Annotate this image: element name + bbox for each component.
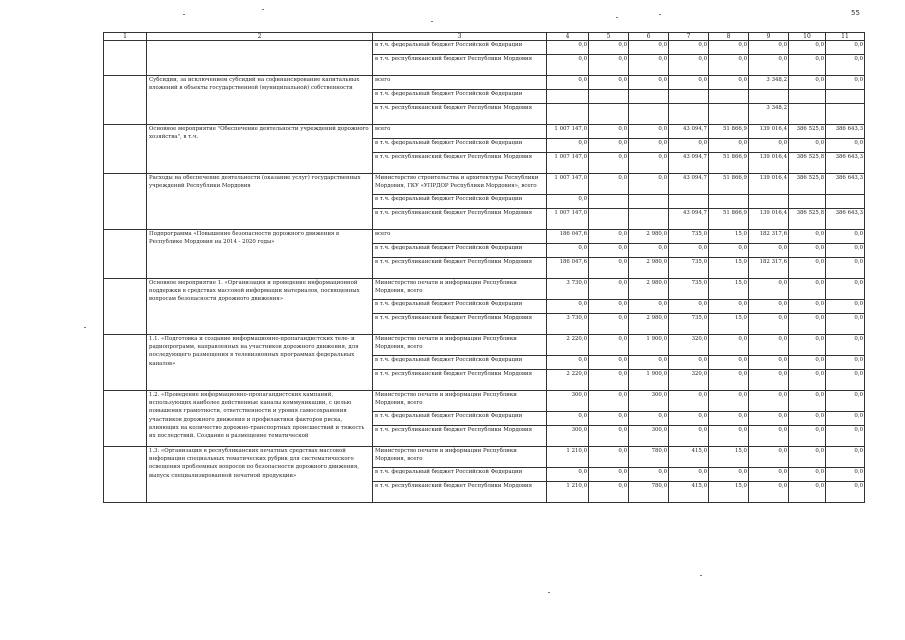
funding-source-cell: в т.ч. федеральный бюджет Российской Федерации [373, 41, 547, 55]
value-cell: 386 643,3 [826, 174, 865, 195]
column-number-cell: 6 [629, 33, 669, 41]
value-cell: 320,0 [669, 370, 709, 391]
funding-source-cell: в т.ч. республиканский бюджет Республики Мордовия [373, 370, 547, 391]
value-cell: 15,0 [709, 279, 749, 300]
funding-source-cell: в т.ч. республиканский бюджет Республики Мордовия [373, 314, 547, 335]
value-cell: 0,0 [589, 125, 629, 139]
value-cell [669, 195, 709, 209]
value-cell: 0,0 [749, 300, 789, 314]
value-cell: 139 016,4 [749, 174, 789, 195]
value-cell: 0,0 [547, 76, 589, 90]
column-number-cell: 4 [547, 33, 589, 41]
row-index-cell [104, 279, 147, 335]
value-cell: 0,0 [789, 412, 826, 426]
value-cell: 0,0 [749, 412, 789, 426]
value-cell: 0,0 [709, 139, 749, 153]
value-cell: 139 016,4 [749, 125, 789, 139]
value-cell: 0,0 [826, 468, 865, 482]
value-cell [789, 90, 826, 104]
value-cell: 0,0 [749, 314, 789, 335]
value-cell: 300,0 [547, 426, 589, 447]
row-name-cell: 1.2. «Проведение информационно-пропагандистских кампаний, использующих наиболее действенные каналы коммуникации, с целью повышения грамотности, ответственности и уровня самосохранения участников дорожного движения и профилактики факторов риска, влияющих на количество дорожно-транспортных происшествий и тяжесть их последствий. Создание и размещение тематической [147, 391, 373, 447]
value-cell: 0,0 [826, 258, 865, 279]
value-cell: 0,0 [749, 244, 789, 258]
value-cell: 386 525,8 [789, 125, 826, 139]
value-cell [749, 90, 789, 104]
value-cell: 139 016,4 [749, 209, 789, 230]
value-cell: 182 317,6 [749, 230, 789, 244]
value-cell: 0,0 [826, 335, 865, 356]
value-cell: 780,0 [629, 482, 669, 503]
scan-speck [84, 327, 86, 328]
value-cell: 51 866,9 [709, 174, 749, 195]
value-cell: 0,0 [789, 76, 826, 90]
value-cell: 0,0 [669, 300, 709, 314]
row-name-cell: Расходы на обеспечение деятельности (оказание услуг) государственных учреждений Республики Мордовия [147, 174, 373, 230]
value-cell: 0,0 [789, 426, 826, 447]
row-index-cell [104, 41, 147, 76]
value-cell: 300,0 [547, 391, 589, 412]
value-cell: 0,0 [547, 195, 589, 209]
row-index-cell [104, 391, 147, 447]
value-cell [589, 104, 629, 125]
value-cell: 0,0 [589, 314, 629, 335]
value-cell: 1 007 147,0 [547, 125, 589, 139]
value-cell: 0,0 [589, 258, 629, 279]
value-cell: 1 210,0 [547, 447, 589, 468]
value-cell [709, 90, 749, 104]
value-cell: 0,0 [589, 230, 629, 244]
value-cell: 0,0 [826, 314, 865, 335]
funding-source-cell: в т.ч. федеральный бюджет Российской Федерации [373, 244, 547, 258]
value-cell: 186 047,6 [547, 258, 589, 279]
value-cell: 0,0 [547, 412, 589, 426]
value-cell [749, 195, 789, 209]
value-cell: 0,0 [789, 335, 826, 356]
value-cell: 0,0 [749, 139, 789, 153]
value-cell: 3 730,0 [547, 279, 589, 300]
value-cell: 51 866,9 [709, 125, 749, 139]
scan-speck [548, 592, 550, 593]
value-cell: 0,0 [669, 468, 709, 482]
value-cell: 0,0 [589, 55, 629, 76]
value-cell: 0,0 [749, 447, 789, 468]
value-cell: 1 900,0 [629, 335, 669, 356]
value-cell: 0,0 [709, 468, 749, 482]
column-number-cell: 1 [104, 33, 147, 41]
value-cell [629, 90, 669, 104]
value-cell: 0,0 [709, 55, 749, 76]
value-cell: 0,0 [789, 300, 826, 314]
value-cell: 0,0 [669, 76, 709, 90]
scan-speck [183, 14, 185, 15]
value-cell: 386 643,3 [826, 125, 865, 139]
value-cell: 0,0 [589, 174, 629, 195]
value-cell: 43 094,7 [669, 125, 709, 139]
value-cell: 0,0 [547, 41, 589, 55]
value-cell: 0,0 [669, 244, 709, 258]
funding-source-cell: Министерство печати и информации Республики Мордовия, всего [373, 447, 547, 468]
value-cell: 0,0 [547, 356, 589, 370]
funding-source-cell: в т.ч. федеральный бюджет Российской Федерации [373, 356, 547, 370]
value-cell: 0,0 [589, 412, 629, 426]
column-number-cell: 11 [826, 33, 865, 41]
value-cell: 735,0 [669, 314, 709, 335]
value-cell: 0,0 [709, 391, 749, 412]
value-cell [589, 90, 629, 104]
scan-speck [659, 14, 661, 15]
value-cell: 2 980,0 [629, 230, 669, 244]
funding-source-cell: Министерство печати и информации Республики Мордовия, всего [373, 279, 547, 300]
value-cell [709, 195, 749, 209]
value-cell: 0,0 [669, 356, 709, 370]
value-cell: 0,0 [789, 468, 826, 482]
funding-source-cell: в т.ч. федеральный бюджет Российской Федерации [373, 195, 547, 209]
value-cell: 51 866,9 [709, 209, 749, 230]
value-cell: 0,0 [826, 244, 865, 258]
value-cell: 0,0 [547, 468, 589, 482]
value-cell [629, 195, 669, 209]
value-cell: 415,0 [669, 482, 709, 503]
value-cell: 0,0 [629, 300, 669, 314]
funding-source-cell: Министерство строительства и архитектуры Республики Мордовия, ГКУ «УПРДОР Республики Мордовия», всего [373, 174, 547, 195]
value-cell: 0,0 [749, 279, 789, 300]
value-cell: 0,0 [789, 447, 826, 468]
value-cell: 735,0 [669, 279, 709, 300]
value-cell: 0,0 [669, 55, 709, 76]
value-cell: 0,0 [826, 370, 865, 391]
page-number: 55 [851, 9, 860, 17]
table-row [104, 41, 865, 55]
value-cell: 0,0 [629, 244, 669, 258]
value-cell: 0,0 [826, 412, 865, 426]
value-cell: 320,0 [669, 335, 709, 356]
value-cell: 2 220,0 [547, 335, 589, 356]
value-cell: 0,0 [826, 300, 865, 314]
column-number-cell: 10 [789, 33, 826, 41]
value-cell: 0,0 [709, 76, 749, 90]
value-cell: 2 980,0 [629, 314, 669, 335]
value-cell: 0,0 [629, 174, 669, 195]
value-cell: 3 348,2 [749, 76, 789, 90]
value-cell: 0,0 [709, 412, 749, 426]
value-cell: 186 047,6 [547, 230, 589, 244]
value-cell: 0,0 [749, 41, 789, 55]
value-cell: 386 643,3 [826, 153, 865, 174]
value-cell: 780,0 [629, 447, 669, 468]
value-cell: 1 007 147,0 [547, 209, 589, 230]
value-cell: 1 007 147,0 [547, 174, 589, 195]
value-cell: 3 730,0 [547, 314, 589, 335]
value-cell: 0,0 [709, 370, 749, 391]
value-cell: 0,0 [749, 335, 789, 356]
funding-source-cell: в т.ч. федеральный бюджет Российской Федерации [373, 468, 547, 482]
table-row [104, 279, 865, 300]
value-cell: 0,0 [789, 55, 826, 76]
value-cell: 0,0 [589, 468, 629, 482]
value-cell: 182 317,6 [749, 258, 789, 279]
row-name-cell: Подпрограмма «Повышение безопасности дорожного движения в Республике Мордовия на 2014 - 2020 годы» [147, 230, 373, 279]
funding-source-cell: в т.ч. федеральный бюджет Российской Федерации [373, 139, 547, 153]
value-cell [669, 90, 709, 104]
value-cell: 0,0 [629, 356, 669, 370]
value-cell: 0,0 [629, 125, 669, 139]
funding-source-cell: всего [373, 76, 547, 90]
value-cell: 0,0 [789, 356, 826, 370]
value-cell [826, 104, 865, 125]
value-cell [589, 195, 629, 209]
value-cell: 1 900,0 [629, 370, 669, 391]
value-cell: 0,0 [547, 300, 589, 314]
row-index-cell [104, 335, 147, 391]
row-name-cell [147, 41, 373, 76]
value-cell [669, 104, 709, 125]
value-cell: 0,0 [749, 482, 789, 503]
row-index-cell [104, 447, 147, 503]
table-row [104, 174, 865, 195]
value-cell: 0,0 [789, 244, 826, 258]
funding-source-cell: в т.ч. республиканский бюджет Республики Мордовия [373, 482, 547, 503]
row-name-cell: Основное мероприятие "Обеспечение деятельности учреждений дорожного хозяйства", в т.ч. [147, 125, 373, 174]
value-cell: 0,0 [547, 139, 589, 153]
value-cell: 0,0 [826, 447, 865, 468]
value-cell: 0,0 [589, 139, 629, 153]
value-cell: 3 348,2 [749, 104, 789, 125]
value-cell: 0,0 [826, 55, 865, 76]
value-cell: 15,0 [709, 482, 749, 503]
value-cell: 0,0 [629, 76, 669, 90]
value-cell [547, 90, 589, 104]
value-cell: 0,0 [826, 356, 865, 370]
value-cell: 0,0 [669, 41, 709, 55]
value-cell: 0,0 [709, 426, 749, 447]
value-cell: 0,0 [629, 41, 669, 55]
value-cell [789, 104, 826, 125]
value-cell: 0,0 [826, 139, 865, 153]
value-cell: 15,0 [709, 314, 749, 335]
value-cell: 0,0 [589, 76, 629, 90]
value-cell: 735,0 [669, 230, 709, 244]
scan-speck [262, 9, 264, 10]
value-cell [709, 104, 749, 125]
value-cell [547, 104, 589, 125]
value-cell [589, 209, 629, 230]
funding-source-cell: всего [373, 230, 547, 244]
value-cell: 0,0 [749, 468, 789, 482]
table-row [104, 125, 865, 139]
value-cell: 0,0 [629, 468, 669, 482]
row-index-cell [104, 76, 147, 125]
funding-source-cell: всего [373, 125, 547, 139]
value-cell: 0,0 [789, 258, 826, 279]
value-cell: 0,0 [589, 391, 629, 412]
table-row [104, 335, 865, 356]
value-cell: 0,0 [789, 41, 826, 55]
value-cell: 386 525,8 [789, 209, 826, 230]
value-cell: 51 866,9 [709, 153, 749, 174]
value-cell: 300,0 [629, 426, 669, 447]
value-cell: 0,0 [589, 300, 629, 314]
column-number-cell: 2 [147, 33, 373, 41]
column-number-cell: 9 [749, 33, 789, 41]
value-cell: 0,0 [669, 139, 709, 153]
value-cell: 0,0 [669, 412, 709, 426]
column-number-cell: 8 [709, 33, 749, 41]
value-cell [629, 104, 669, 125]
column-number-cell: 5 [589, 33, 629, 41]
value-cell: 2 980,0 [629, 279, 669, 300]
funding-source-cell: в т.ч. республиканский бюджет Республики Мордовия [373, 426, 547, 447]
value-cell: 386 525,8 [789, 153, 826, 174]
funding-source-cell: Министерство печати и информации Республики Мордовия, всего [373, 335, 547, 356]
value-cell: 0,0 [749, 356, 789, 370]
value-cell: 0,0 [826, 482, 865, 503]
value-cell: 2 220,0 [547, 370, 589, 391]
value-cell: 0,0 [789, 230, 826, 244]
value-cell: 0,0 [629, 55, 669, 76]
value-cell: 0,0 [589, 447, 629, 468]
value-cell: 0,0 [749, 370, 789, 391]
scan-speck [431, 21, 433, 22]
value-cell: 0,0 [629, 153, 669, 174]
funding-source-cell: в т.ч. федеральный бюджет Российской Федерации [373, 300, 547, 314]
value-cell: 0,0 [789, 370, 826, 391]
table-row [104, 391, 865, 412]
funding-source-cell: в т.ч. республиканский бюджет Республики Мордовия [373, 258, 547, 279]
budget-table [103, 32, 865, 503]
value-cell: 0,0 [789, 279, 826, 300]
funding-source-cell: в т.ч. республиканский бюджет Республики Мордовия [373, 55, 547, 76]
value-cell: 139 016,4 [749, 153, 789, 174]
value-cell: 0,0 [669, 426, 709, 447]
row-index-cell [104, 125, 147, 174]
value-cell: 0,0 [749, 426, 789, 447]
row-name-cell: 1.1. «Подготовка и создание информационно-пропагандистских теле- и радиопрограмм, направленных на участников дорожного движения, для последующего размещения в телевизионных программах федеральных каналов» [147, 335, 373, 391]
value-cell: 735,0 [669, 258, 709, 279]
value-cell: 0,0 [589, 482, 629, 503]
column-number-cell: 3 [373, 33, 547, 41]
value-cell: 300,0 [629, 391, 669, 412]
value-cell [826, 195, 865, 209]
value-cell: 0,0 [629, 412, 669, 426]
row-index-cell [104, 230, 147, 279]
value-cell: 0,0 [547, 55, 589, 76]
value-cell: 0,0 [629, 139, 669, 153]
value-cell: 0,0 [589, 356, 629, 370]
value-cell [629, 209, 669, 230]
value-cell: 43 094,7 [669, 153, 709, 174]
value-cell: 0,0 [749, 391, 789, 412]
value-cell: 43 094,7 [669, 209, 709, 230]
value-cell: 0,0 [749, 55, 789, 76]
value-cell: 15,0 [709, 258, 749, 279]
value-cell: 0,0 [826, 426, 865, 447]
value-cell: 1 007 147,0 [547, 153, 589, 174]
value-cell: 0,0 [789, 482, 826, 503]
scan-speck [700, 575, 702, 576]
funding-source-cell: в т.ч. федеральный бюджет Российской Федерации [373, 90, 547, 104]
value-cell: 0,0 [589, 426, 629, 447]
value-cell: 386 643,3 [826, 209, 865, 230]
value-cell: 0,0 [826, 41, 865, 55]
column-number-row [104, 33, 865, 41]
value-cell [789, 195, 826, 209]
value-cell: 0,0 [589, 335, 629, 356]
value-cell: 1 210,0 [547, 482, 589, 503]
value-cell: 0,0 [709, 244, 749, 258]
table-row [104, 230, 865, 244]
row-index-cell [104, 174, 147, 230]
table-row [104, 447, 865, 468]
funding-source-cell: в т.ч. федеральный бюджет Российской Федерации [373, 412, 547, 426]
value-cell: 0,0 [789, 391, 826, 412]
funding-source-cell: Министерство печати и информации Республики Мордовия, всего [373, 391, 547, 412]
value-cell: 0,0 [789, 139, 826, 153]
value-cell: 0,0 [709, 41, 749, 55]
funding-source-cell: в т.ч. республиканский бюджет Республики Мордовия [373, 209, 547, 230]
row-name-cell: Субсидии, за исключением субсидий на софинансирование капитальных вложений в объекты государственной (муниципальной) собственности [147, 76, 373, 125]
row-name-cell: 1.3. «Организация в республиканских печатных средствах массовой информации специальных тематических рубрик для систематического освещения проблемных вопросов по безопасности дорожного движения, выпуск специализированной печатной продукции» [147, 447, 373, 503]
value-cell: 386 525,8 [789, 174, 826, 195]
scan-speck [616, 17, 618, 18]
value-cell: 0,0 [826, 76, 865, 90]
value-cell: 0,0 [547, 244, 589, 258]
value-cell: 0,0 [826, 391, 865, 412]
value-cell: 0,0 [589, 279, 629, 300]
row-name-cell: Основное мероприятие 1. «Организация и проведение информационной поддержки в средствах массовой информации материалов, посвященных вопросам безопасности дорожного движения» [147, 279, 373, 335]
value-cell: 415,0 [669, 447, 709, 468]
value-cell: 0,0 [789, 314, 826, 335]
value-cell: 2 980,0 [629, 258, 669, 279]
value-cell: 15,0 [709, 230, 749, 244]
table-row [104, 76, 865, 90]
value-cell: 0,0 [709, 300, 749, 314]
value-cell: 0,0 [709, 335, 749, 356]
value-cell: 15,0 [709, 447, 749, 468]
value-cell: 0,0 [589, 153, 629, 174]
value-cell: 0,0 [669, 391, 709, 412]
funding-source-cell: в т.ч. республиканский бюджет Республики Мордовия [373, 153, 547, 174]
value-cell: 0,0 [826, 279, 865, 300]
funding-source-cell: в т.ч. республиканский бюджет Республики Мордовия [373, 104, 547, 125]
value-cell: 43 094,7 [669, 174, 709, 195]
value-cell: 0,0 [826, 230, 865, 244]
value-cell [826, 90, 865, 104]
value-cell: 0,0 [589, 370, 629, 391]
value-cell: 0,0 [709, 356, 749, 370]
value-cell: 0,0 [589, 244, 629, 258]
column-number-cell: 7 [669, 33, 709, 41]
value-cell: 0,0 [589, 41, 629, 55]
